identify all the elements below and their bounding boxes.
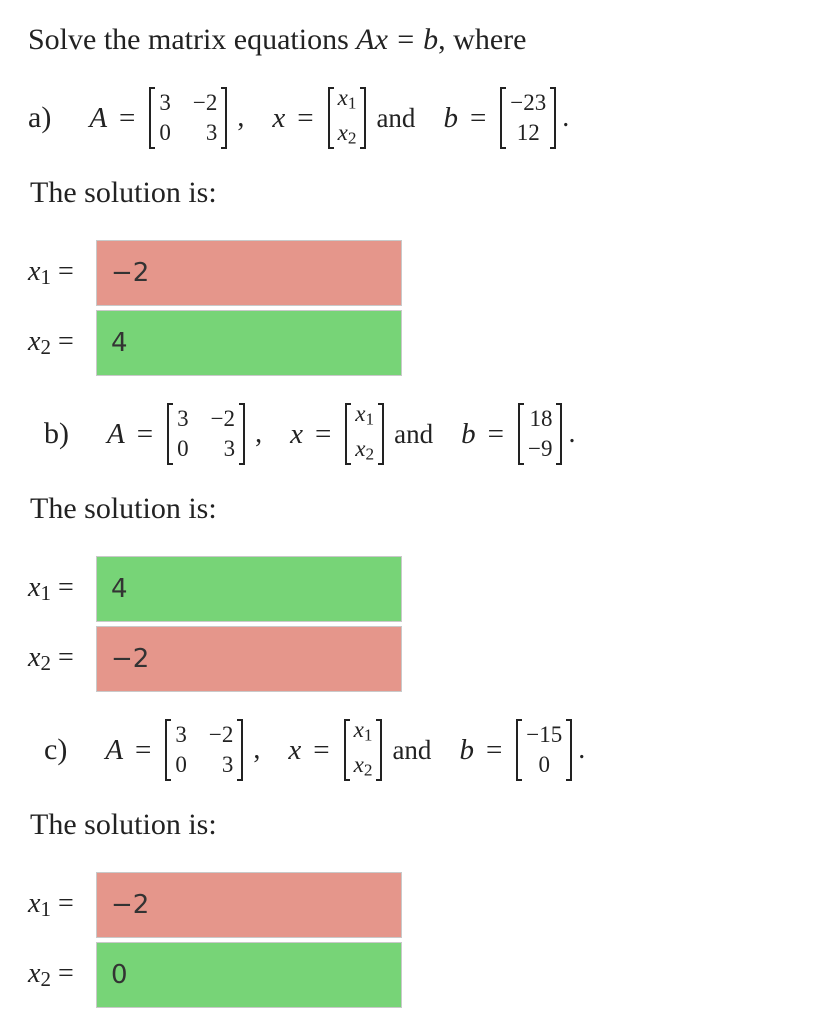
answer-label [28, 642, 96, 676]
comma: , [253, 734, 261, 765]
vector-cell: x2 [355, 436, 375, 464]
vector-cell: x2 [353, 752, 373, 780]
solution-label: The solution is: [30, 492, 217, 525]
intro-equation: Ax = b [356, 23, 439, 56]
answer-label [28, 256, 96, 290]
period: . [578, 734, 586, 765]
problem-statement [28, 18, 526, 62]
vector-cell: x1 [337, 84, 357, 112]
equals-sign: = [469, 101, 487, 134]
matrix-a [167, 403, 245, 465]
matrix-cell: 3 [205, 120, 218, 145]
vector-x-label: x [290, 417, 303, 450]
vector-x [344, 716, 383, 785]
equals-sign: = [313, 733, 330, 766]
matrix-cell: 3 [223, 436, 236, 461]
answer-row-x2 [28, 626, 402, 692]
equals-sign: = [487, 417, 504, 450]
vector-cell: 0 [538, 752, 551, 777]
solution-label: The solution is: [30, 808, 217, 841]
vector-cell: x2 [337, 120, 357, 148]
part-c-equation [44, 700, 585, 800]
answer-input-x2[interactable]: −2 [96, 626, 402, 692]
vector-x-label: x [288, 733, 302, 766]
matrix-a-label: A [89, 101, 108, 134]
equals-sign: = [57, 325, 74, 357]
vector-b [500, 87, 556, 149]
equals-sign: = [485, 733, 503, 766]
right-bracket [360, 87, 366, 149]
vector-b [516, 719, 572, 781]
equals-sign: = [136, 417, 154, 450]
answer-label [28, 572, 96, 606]
equals-sign: = [297, 101, 314, 134]
answer-row-x1 [28, 556, 402, 622]
vector-b [518, 403, 562, 465]
equals-sign: = [135, 733, 152, 766]
vector-x [345, 400, 384, 469]
answer-input-x1[interactable]: −2 [96, 240, 402, 306]
answer-var: x1 [28, 887, 51, 922]
answer-row-x2 [28, 942, 402, 1008]
answer-var: x2 [28, 957, 51, 992]
matrix-cell: −2 [210, 406, 236, 431]
right-bracket [550, 87, 556, 149]
equals-sign: = [57, 255, 74, 287]
vector-cell: x1 [353, 716, 373, 744]
comma: , [255, 418, 263, 449]
answer-label [28, 888, 96, 922]
answer-row-x2 [28, 310, 402, 376]
answer-input-x2[interactable]: 0 [96, 942, 402, 1008]
matrix-cell: 0 [177, 436, 189, 461]
answer-label [28, 326, 96, 360]
solution-label: The solution is: [30, 176, 217, 209]
vector-cell: x1 [355, 400, 375, 428]
equals-sign: = [57, 571, 74, 603]
right-bracket [239, 403, 245, 465]
intro-text: Solve the matrix equations [28, 23, 357, 56]
vector-cell: 12 [516, 120, 540, 145]
equals-sign: = [57, 957, 74, 989]
answer-var: x1 [28, 255, 51, 290]
vector-b-label: b [443, 101, 458, 134]
matrix-a [165, 719, 243, 781]
answer-label [28, 958, 96, 992]
vector-b-label: b [459, 733, 474, 766]
right-bracket [376, 719, 382, 781]
comma: , [237, 102, 245, 133]
answer-input-x2[interactable]: 4 [96, 310, 402, 376]
right-bracket [221, 87, 227, 149]
equals-sign: = [314, 417, 332, 450]
right-bracket [237, 719, 243, 781]
answer-input-x1[interactable]: 4 [96, 556, 402, 622]
vector-cell: −23 [510, 90, 547, 115]
part-b-equation [44, 384, 575, 484]
matrix-cell: 3 [221, 752, 234, 777]
matrix-a [149, 87, 227, 149]
answer-var: x2 [28, 641, 51, 676]
answer-var: x1 [28, 571, 51, 606]
matrix-cell: −2 [192, 90, 218, 115]
part-label: b) [44, 417, 69, 450]
answer-var: x2 [28, 325, 51, 360]
matrix-a-label: A [105, 733, 124, 766]
vector-x [328, 84, 367, 153]
part-label: c) [44, 733, 68, 766]
vector-cell: 18 [529, 406, 553, 431]
right-bracket [556, 403, 562, 465]
equals-sign: = [119, 101, 136, 134]
vector-cell: −15 [526, 722, 563, 747]
and-text: and [394, 418, 434, 449]
vector-b-label: b [461, 417, 476, 450]
period: . [562, 102, 570, 133]
intro-suffix: , where [438, 23, 527, 56]
matrix-cell: 3 [177, 406, 189, 431]
and-text: and [376, 102, 416, 133]
answer-row-x1 [28, 240, 402, 306]
matrix-cell: −2 [208, 722, 234, 747]
right-bracket [566, 719, 572, 781]
right-bracket [378, 403, 384, 465]
matrix-a-label: A [107, 417, 125, 450]
matrix-cell: 3 [175, 722, 187, 747]
answer-input-x1[interactable]: −2 [96, 872, 402, 938]
part-a-equation [28, 68, 569, 168]
matrix-cell: 3 [159, 90, 171, 115]
equals-sign: = [57, 887, 74, 919]
and-text: and [392, 734, 432, 765]
vector-x-label: x [272, 101, 286, 134]
answer-row-x1 [28, 872, 402, 938]
equals-sign: = [57, 641, 74, 673]
matrix-cell: 0 [159, 120, 171, 145]
matrix-cell: 0 [175, 752, 187, 777]
period: . [568, 418, 576, 449]
vector-cell: −9 [527, 436, 553, 461]
part-label: a) [28, 101, 52, 134]
